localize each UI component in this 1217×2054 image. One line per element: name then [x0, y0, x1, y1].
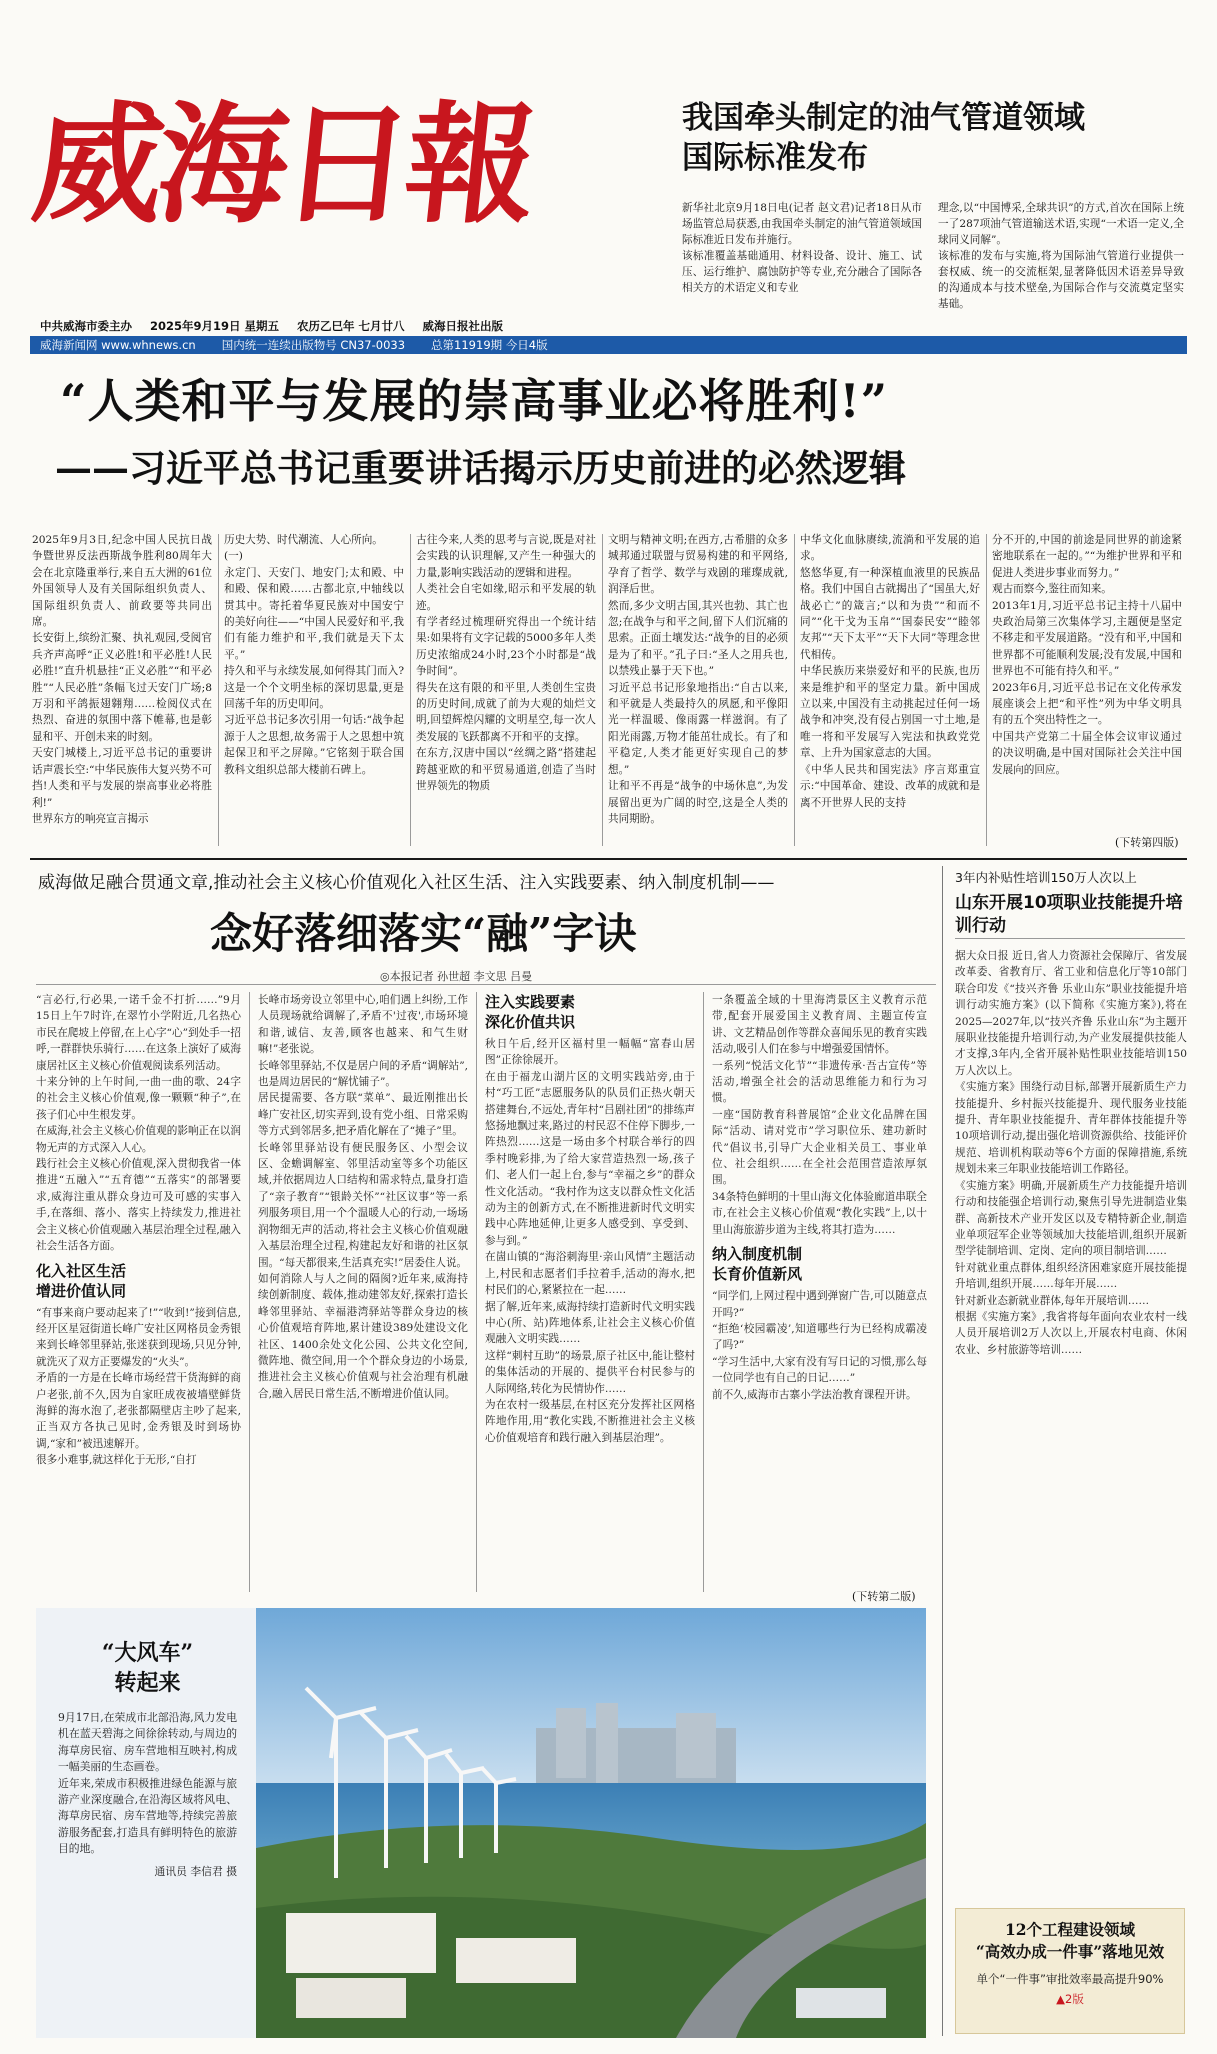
feature-continue-note[interactable]: (下转第二版) — [852, 1590, 916, 1603]
newspaper-logo: 威海日報 — [26, 88, 539, 241]
feature-col1-subhead: 化入社区生活 增进价值认同 — [36, 1261, 127, 1300]
promo-headline: 12个工程建设领域 “高效办成一件事”落地见效 — [975, 1920, 1165, 1961]
sidebar-headline: 山东开展10项职业技能提升培训行动 — [955, 893, 1183, 936]
top-story-col1: 新华社北京9月18日电(记者 赵文君)记者18日从市场监管总局获悉,由我国牵头制定的油气管道领域国际标准近日发布并施行。 该标准覆盖基础通用、材料设备、设计、施工、试压、运行维护、腐蚀防护等专业,充分融合了国际各相关方的术语定义和专业 — [682, 202, 922, 294]
photo-caption: 9月17日,在荣成市北部沿海,风力发电机在蓝天碧海之间徐徐转动,与周边的海草房民宿、房车营地相互映衬,构成一幅美丽的生态画卷。 近年来,荣成市积极推进绿色能源与旅游产业深度融合,在沿海区域将风电、海草房民宿、房车营地等,持续完善旅游服务配套,打造具有鲜明特色的旅游目的地。 — [58, 1711, 237, 1856]
feature-col4b-text: “同学们,上网过程中遇到弹窗广告,可以随意点开吗?” “拒绝‘校园霸凌’,知道哪些行为已经构成霸凌了吗?” “学习生活中,大家有没有写日记的习惯,那么每一位同学也有自己的日记……” 前不久,威海市古寨小学法治教育课程开讲。 — [712, 1290, 927, 1401]
top-story-title-line1: 我国牵头制定的油气管道领域 — [682, 100, 1085, 136]
lead-subheadline: ——习近平总书记重要讲话揭示历史前进的必然逻辑 — [55, 446, 906, 490]
top-story — [682, 98, 1182, 178]
lead-col-4: 文明与精神文明;在西方,古希腊的众多城邦通过联盟与贸易构建的和平网络,孕育了哲学、数学与戏剧的璀璨成就,润泽后世。 然而,多少文明古国,其兴也勃、其亡也忽;在战争与和平之间,留下人们沉痛的思索。正面土壤发达:“战争的目的必须是为了和平。”孔子曰:“圣人之用兵也,以禁残止暴于天下也。” 习近平总书记形象地指出:“自古以来,和平就是人类最持久的夙愿,和平像阳光一样温暖、像雨露一样滋润。有了阳光雨露,万物才能茁壮成长。有了和平稳定,人类才能更好实现自己的梦想。” 让和平不再是“战争的中场休息”,为发展留出更为广阔的时空,这是全人类的共同期盼。 — [608, 534, 788, 825]
feature-col2-text: 长峰市场旁设立邻里中心,咱们遇上纠纷,工作人员现场就给调解了,矛盾不'过夜',市场环境和谐,诚信、友善,顾客也越来、和气生财嘛!”老张说。 长峰邻里驿站,不仅是居户间的矛盾“调解站”,也是周边居民的“解忧铺子”。 居民提需要、各方联“菜单”、最近刚推出长峰广安社区,切实弄到,设有党小组、日常采购等方式到邻居多,把矛盾化解在了“摊子”里。 长峰邻里驿站设有便民服务区、小型会议区、金蟾调解室、邻里活动室等多个功能区域,并依据周边人口结构和需求特点,量身打造了“亲子教育”“银龄关怀”“社区议事”等一系列服务项目,用一个个温暖人心的行动,一场场润物细无声的活动,将社会主义核心价值观融入基层治理全过程,构建起友好和谐的社区氛围。“每天都很来,生活真充实!”居委住人说。 如何消除人与人之间的隔阂?近年来,威海持续创新制度、载体,推动建邻友好,探索打造长峰邻里驿站、幸福港湾驿站等群众身边的核心价值观培育阵地,累计建设389处建设文化社区、1400余处文化公园、公共文化空间,微阵地、微空间,用一个个群众身边的小场景,推进社会主义核心价值观与社会治理有机融合,融入居民日常生活,不断增进价值认同。 — [258, 994, 468, 1400]
lead-headline: “人类和平与发展的崇高事业必将胜利!” — [60, 374, 889, 428]
feature-kicker: 威海做足融合贯通文章,推动社会主义核心价值观化入社区生活、注入实践要素、纳入制度机制—— — [38, 873, 775, 893]
feature-byline-rule — [36, 984, 936, 985]
lead-col-5: 中华文化血脉赓续,流淌和平发展的追求。 悠悠华夏,有一种深植血液里的民族品格。我们中国自古就揭出了“国虽大,好战必亡”的箴言;“以和为贵”“和而不同”“化干戈为玉帛”“国泰民安”“睦邻友邦”“天下太平”“天下大同”等理念世代相传。 中华民族历来崇爱好和平的民族,也历来是维护和平的坚定力量。新中国成立以来,中国没有主动挑起过任何一场战争和冲突,没有侵占别国一寸土地,是唯一将和平发展写入宪法和执政党党章、上升为国家意志的大国。 《中华人民共和国宪法》序言郑重宣示:“中国革命、建设、改革的成就和是离不开世界人民的支持 — [800, 534, 980, 809]
lead-col-1: 2025年9月3日,纪念中国人民抗日战争暨世界反法西斯战争胜利80周年大会在北京隆重举行,来自五大洲的61位外国领导人及有关国际组织负责人、国际组织负责人、前政要等共同出席。 长安街上,缤纷汇聚、执礼观园,受阅官兵齐声高呼“正义必胜!和平必胜!人民必胜!”直升机悬挂“正义必胜”“和平必胜”“人民必胜”条幅飞过天安门广场;8万羽和平鸽振翅翱翔……检阅仪式在热烈、奋进的氛围中落下帷幕,也是彰显和平、开创未来的时刻。 天安门城楼上,习近平总书记的重要讲话声震长空:“中华民族伟大复兴势不可挡!人类和平与发展的崇高事业必将胜利!” 世界东方的响亮宣言揭示 — [32, 534, 212, 825]
photo-caption-panel — [36, 1608, 251, 2038]
info-date: 2025年9月19日 星期五 — [150, 319, 280, 333]
section-divider — [30, 858, 1187, 860]
feature-col4-text: 一条覆盖全域的十里海湾景区主义教育示范带,配套开展爱国主义教育周、主题宣传宣讲、文艺精品创作等群众喜闻乐见的教育实践活动,吸引人们在参与中增强爱国情怀。 一系列“悦活文化节”“非遗传承·吾古宣传”等活动,增强全社会的活动思维能力和行为习惯。 一座“国防教育科普展馆”企业文化品牌在国际“活动、请对党市”学习职位乐、建功新时代”倡议书,引导广大企业相关员工、事业单位、社会组织……在全社会范围营造浓厚氛围。 34条特色鲜明的十里山海文化体验廊道串联全市,在社会主义核心价值观“教化实践”上,以十里山海旅游步道为主线,将其打造为…… — [712, 994, 927, 1236]
photo-title: “大风车” 转起来 — [101, 1640, 194, 1696]
feature-col-4 — [712, 992, 927, 1592]
info-lunar-date: 农历乙巳年 七月廿八 — [297, 319, 405, 333]
sidebar-kicker: 3年内补贴性培训150万人次以上 — [955, 870, 1137, 885]
promo-subline: 单个“一件事”审批效率最高提升90% — [976, 1972, 1164, 1986]
feature-col-2 — [258, 992, 468, 1592]
feature-headline: 念好落细落实“融”字诀 — [210, 909, 637, 958]
top-story-col2: 理念,以“中国博采,全球共识”的方式,首次在国际上统一了287项油气管道输送术语,实现“一术语一定义,全球同义同解”。 该标准的发布与实施,将为国际油气管道行业提供一套权威、统一的交流框架,显著降低因术语差异导致的沟通成本与技术壁垒,为国际合作与交流奠定坚实基础。 — [938, 202, 1184, 310]
masthead-info-row — [40, 318, 660, 332]
website-link[interactable]: 威海新闻网 www.whnews.cn — [40, 338, 196, 352]
feature-col-1 — [36, 992, 241, 1592]
masthead-bar — [30, 336, 1187, 354]
sidebar-body: 据大众日报 近日,省人力资源社会保障厅、省发展改革委、省教育厅、省工业和信息化厅等10部门联合印发《“技兴齐鲁 乐业山东”职业技能提升培训行动实施方案》(以下简称《实施方案》),将在2025—2027年,以“技兴齐鲁 乐业山东”为主题开展职业技能提升培训行动,为产业发展提供技能人才支撑,3年内,全省开展补贴性职业技能培训150万人次以上。 《实施方案》围绕行动目标,部署开展新质生产力技能提升、乡村振兴技能提升、现代服务业技能提升、青年职业技能提升、青年群体技能提升等10项培训行动,提出强化培训资源供给、技能评价规范、培训机构联动等6个方面的保障措施,系统规划未来三年职业技能培训工作路径。 《实施方案》明确,开展新质生产力技能提升培训行动和技能强企培训行动,聚焦引导先进制造业集群、高新技术产业开发区以及专精特新企业,制造业单项冠军企业等领域加大技能培训,组织开展新型学徒制培训、定岗、定向的项目制培训…… 针对就业重点群体,组织经济困难家庭开展技能提升培训,组织开展……每年开展…… 针对新业态新就业群体,每年开展培训…… 根据《实施方案》,我省将每年面向农业农村一线人员开展培训2万人次以上,开展农村电商、休闲农业、乡村旅游等培训…… — [955, 950, 1187, 1356]
info-sponsor: 中共威海市委主办 — [40, 319, 132, 333]
masthead — [26, 30, 660, 360]
lead-col-2: 历史大势、时代潮流、人心所向。 (一) 永定门、天安门、地安门;太和殿、中和殿、保和殿……古都北京,中轴线以贯其中。寄托着华夏民族对中国安宁的美好向往——“中国人民爱好和平,我们有能力维护和平,我们就是天下太平。” 持久和平与永续发展,如何得其门而入?这是一个个文明坐标的深切思量,更是回荡千年的历史叩问。 习近平总书记多次引用一句话:“战争起源于人之思想,故务需于人之思想中筑起保卫和平之屏障。”它铭刻于联合国教科文组织总部大楼前石碑上。 — [224, 534, 404, 776]
top-story-title-line2: 国际标准发布 — [682, 140, 868, 176]
feature-byline: ◎本报记者 孙世超 李文思 吕曼 — [380, 970, 533, 983]
info-publisher: 威海日报社出版 — [422, 319, 504, 333]
lead-col-3: 古往今来,人类的思考与言说,既是对社会实践的认识理解,又产生一种强大的力量,影响实践活动的逻辑和进程。 人类社会自宅如缘,昭示和平发展的轨迹。 有学者经过梳理研究得出一个统计结果:如果将有文字记载的5000多年人类历史浓缩成24小时,23个小时都是“战争时间”。 得失在这有限的和平里,人类创生宝贵的历史时间,成就了前为大观的灿烂文明,回望辉煌闪耀的文明星空,每一次人类发展的飞跃都离不开和平的支撑。 在东方,汉唐中国以“丝绸之路”搭建起跨越亚欧的和平贸易通道,创造了当时世界领先的物质 — [416, 534, 596, 793]
lead-continue-note[interactable]: (下转第四版) — [1115, 836, 1179, 849]
feature-col4-subhead: 纳入制度机制 长育价值新风 — [712, 1245, 803, 1284]
feature-col1b-text: “有事来商户要动起来了!”“收到!”接到信息,经开区星冠街道长峰广安社区网格员金秀银来到长峰邻里驿站,张迷获到现场,只见分钟,就洗灭了双方正要爆发的“火头”。 矛盾的一方是在长峰市场经营干货海鲜的商户老张,前不久,因为自家旺成夜被墙壁鲜货海鲜的海水泡了,老张都隔壁店主吵了起来,正当双方各执己见时,金秀银及时到场协调,“家和”被迅速解开。 很多小难事,就这样化于无形,“自打 — [36, 1306, 241, 1467]
feature-col1-text: “言必行,行必果,一诺千金不打折……”9月15日上午7时许,在翠竹小学附近,几名热心市民在爬坡上停留,在上心字“心”到处手一招呼,一群群快乐骑行……在这条上演好了威海康居社区主义核心价值观阅读系列活动。 十来分钟的上午时间,一曲一曲的歌、24字的社会主义核心价值观,像一颗颗“种子”,在孩子们心中生根发芽。 在威海,社会主义核心价值观的影响正在以润物无声的方式深入人心。 践行社会主义核心价值观,深入贯彻我省一体推进“五融入”“五育德”“五落实”的部署要求,威海注重从群众身边可及可感的实事入手,在落细、落小、落实上持续发力,推进社会主义核心价值观融入基层治理全过程,融入社会生活各方面。 — [36, 994, 241, 1253]
top-story-title — [682, 98, 1182, 178]
lead-col-6: 分不开的,中国的前途是同世界的前途紧密地联系在一起的。”“为维护世界和平和促进人类进步事业而努力。” 观古而察今,鉴往而知来。 2013年1月,习近平总书记主持十八届中央政治局第三次集体学习,主题便是坚定不移走和平发展道路。“没有和平,中国和世界都不可能顺利发展;没有发展,中国和世界也不可能有持久和平。” 2023年6月,习近平总书记在文化传承发展座谈会上把“和平性”列为中华文明具有的五个突出特性之一。 中国共产党第二十届全体会议审议通过的决议明确,是中国对国际社会关注中国发展向的回应。 — [992, 534, 1182, 776]
feature-col3-text: 秋日午后,经开区福村里一幅幅“富春山居图”正徐徐展开。 在由于福龙山湖片区的文明实践站旁,由于村“巧工匠”志愿服务队的队员们正热火朝天搭建舞台,不远处,青年村“吕剧社团”的排练声悠扬地飘过来,路过的村民忍不住停下脚步,一阵热烈……这是一场由多个村联合举行的四季村晚彩排,为了给大家营造热烈一场,孩子们、老人们一起上台,参与“幸福之乡”的群众性文化活动。“我村作为这支以群众性文化活动为主的创新方式,在不断推进新时代文明实践中心阵地延伸,让更多人感受到、享受到、参与到。” 在崮山镇的“海浴刺海里·亲山风情”主题活动上,村民和志愿者们手拉着手,活动的海水,把村民们的心,紧紧拉在一起…… 据了解,近年来,威海持续打造新时代文明实践中心(所、站)阵地体系,让社会主义核心价值观融入文明实践…… 这样“刺村互助”的场景,原子社区中,能让整村的集体活动的开展的、提供平台村民参与的人际网络,转化为民情协作…… 为在农村一级基层,在村区充分发挥社区网格阵地作用,用“教化实践,不断推进社会主义核心价值观培育和践行融入到基层治理”。 — [485, 1038, 695, 1444]
sidebar — [955, 868, 1187, 1928]
issue-number: 总第11919期 今日4版 — [431, 338, 548, 352]
issn-info: 国内统一连续出版物号 CN37-0033 — [221, 338, 406, 352]
photo-block — [36, 1608, 926, 2038]
photo-credit: 通讯员 李信君 摄 — [154, 1864, 237, 1878]
promo-box[interactable] — [955, 1908, 1185, 2034]
feature-col3-subhead: 注入实践要素 深化价值共识 — [485, 993, 576, 1031]
feature-col-3 — [485, 992, 695, 1592]
promo-page-link[interactable]: ▲2版 — [1056, 1992, 1084, 2006]
